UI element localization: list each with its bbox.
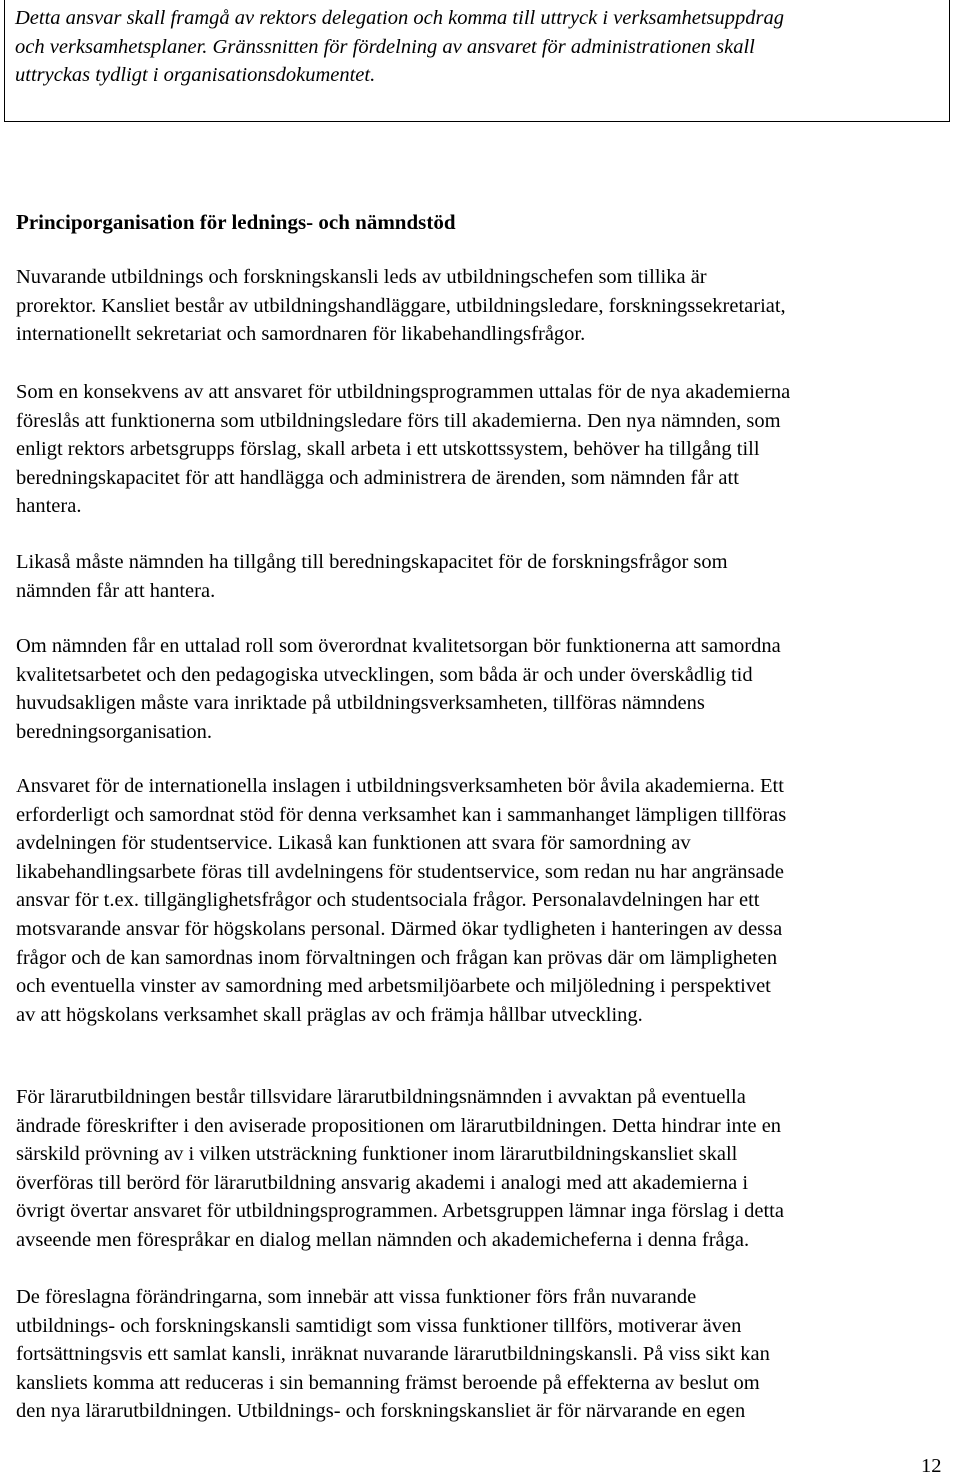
paragraph-line: hantera. [16, 495, 82, 518]
paragraph-line: särskild prövning av i vilken utsträckning funktioner inom lärarutbildningskansliet skall [16, 1143, 738, 1166]
note-line: uttryckas tydligt i organisationsdokumentet. [15, 64, 376, 86]
paragraph-line: Nuvarande utbildnings och forskningskansli leds av utbildningschefen som tillika är [16, 266, 707, 288]
paragraph-5 [16, 772, 946, 1029]
paragraph-line: överföras till berörd för lärarutbildning ansvarig akademi i analogi med att akademierna i [16, 1171, 749, 1194]
paragraph-line: föreslås att funktionerna som utbildningsledare förs till akademierna. Den nya nämnden, som [16, 409, 781, 432]
paragraph-line: avdelningen för studentservice. Likaså kan funktionen att svara för samordning av [16, 832, 691, 855]
paragraph-line: ändrade föreskrifter i den aviserade propositionen om lärarutbildningen. Detta hindrar inte en [16, 1114, 782, 1137]
paragraph-line: Som en konsekvens av att ansvaret för utbildningsprogrammen uttalas för de nya akademierna [16, 381, 791, 403]
paragraph-line: utbildnings- och forskningskansli samtidigt som vissa funktioner tillförs, motiverar även [16, 1314, 742, 1337]
paragraph-line: erforderligt och samordnat stöd för denna verksamhet kan i sammanhanget lämpligen tillföras [16, 803, 787, 826]
paragraph-line: huvudsakligen måste vara inriktade på utbildningsverksamheten, tillföras nämndens [16, 692, 705, 715]
paragraph-line: och eventuella vinster av samordning med arbetsmiljöarbete och miljöledning i perspektivet [16, 975, 771, 998]
paragraph-line: likabehandlingsarbete föras till avdelningens för studentservice, som redan nu har angränsade [16, 860, 784, 883]
paragraph-line: beredningsorganisation. [16, 720, 213, 743]
paragraph-line: För lärarutbildningen består tillsvidare lärarutbildningsnämnden i avvaktan på eventuella [16, 1086, 746, 1108]
paragraph-line: av att högskolans verksamhet skall präglas av och främja hållbar utveckling. [16, 1003, 643, 1026]
paragraph-line: fortsättningsvis ett samlat kansli, inräknat nuvarande lärarutbildningskansli. På viss sikt kan [16, 1343, 770, 1366]
paragraph-line: internationellt sekretariat och samordnaren för likabehandlingsfrågor. [16, 323, 586, 346]
paragraph-line: avseende men förespråkar en dialog mellan nämnden och akademicheferna i denna fråga. [16, 1228, 750, 1251]
paragraph-line: Likaså måste nämnden ha tillgång till beredningskapacitet för de forskningsfrågor som [16, 551, 728, 573]
section-heading: Principorganisation för lednings- och nämndstöd [16, 210, 456, 234]
paragraph-line: De föreslagna förändringarna, som innebär att vissa funktioner förs från nuvarande [16, 1286, 697, 1308]
paragraph-line: prorektor. Kansliet består av utbildningshandläggare, utbildningsledare, forskningssekretariat, [16, 294, 786, 317]
paragraph-6 [16, 1083, 946, 1255]
paragraph-line: kvalitetsarbetet och den pedagogiska utvecklingen, som båda är och under överskådlig tid [16, 663, 753, 686]
note-line: och verksamhetsplaner. Gränssnitten för fördelning av ansvaret för administrationen skall [15, 35, 755, 58]
paragraph-line: Ansvaret för de internationella inslagen i utbildningsverksamheten bör åvila akademierna. Ett [16, 775, 784, 797]
paragraph-line: frågor och de kan samordnas inom förvaltningen och frågan kan prövas där om lämpligheten [16, 946, 778, 969]
paragraph-line: övrigt övertar ansvaret för utbildningsprogrammen. Arbetsgruppen lämnar inga förslag i detta [16, 1200, 784, 1223]
page-number: 12 [921, 1455, 942, 1477]
paragraph-7 [16, 1283, 946, 1426]
paragraph-line: beredningskapacitet för att handlägga och administrera de ärenden, som nämnden får att [16, 466, 739, 489]
note-line: Detta ansvar skall framgå av rektors delegation och komma till uttryck i verksamhetsuppdrag [15, 7, 785, 29]
paragraph-3 [16, 548, 946, 605]
paragraph-line: Om nämnden får en uttalad roll som överordnat kvalitetsorgan bör funktionerna att samordna [16, 635, 781, 657]
paragraph-line: ansvar för t.ex. tillgänglighetsfrågor och studentsociala frågor. Personalavdelningen har ett [16, 889, 760, 912]
paragraph-line: nämnden får att hantera. [16, 579, 216, 602]
boxed-note [4, 0, 950, 122]
paragraph-line: enligt rektors arbetsgrupps förslag, skall arbeta i ett utskottssystem, behöver ha tillgång till [16, 438, 760, 461]
paragraph-4 [16, 632, 946, 746]
paragraph-line: motsvarande ansvar för högskolans personal. Därmed ökar tydligheten i hanteringen av dessa [16, 917, 783, 940]
paragraph-line: kansliets komma att reduceras i sin bemanning främst beroende på effekterna av beslut om [16, 1371, 760, 1394]
paragraph-1 [16, 263, 946, 349]
paragraph-2 [16, 378, 946, 521]
paragraph-line: den nya lärarutbildningen. Utbildnings- och forskningskansliet är för närvarande en egen [16, 1400, 746, 1423]
